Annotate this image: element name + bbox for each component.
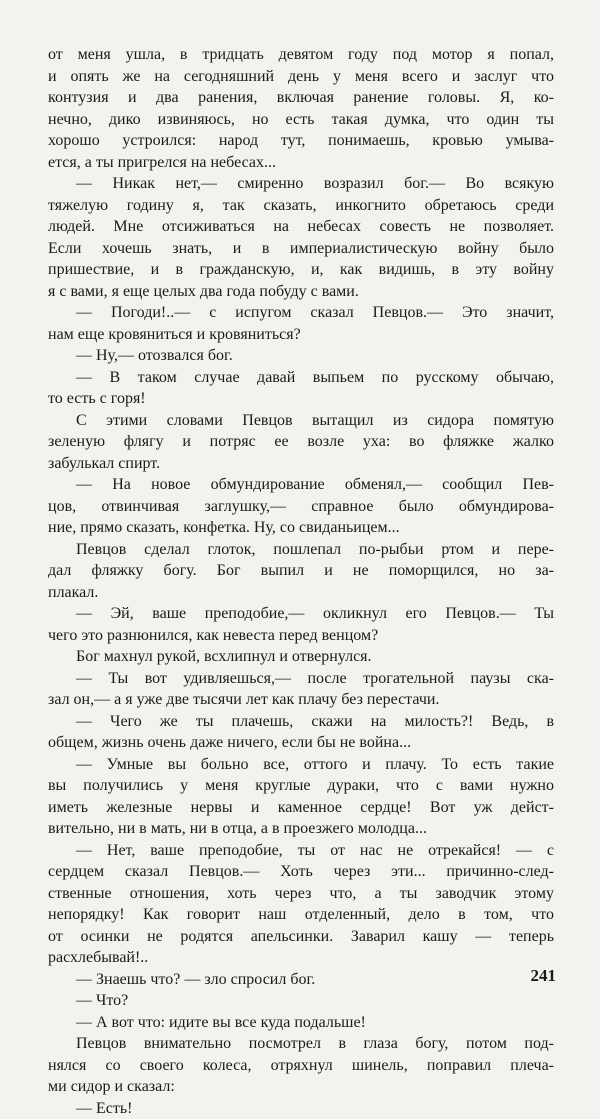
text-line: Певцов сделал глоток, пошлепал по-рыбьи ртом и пере- (48, 539, 554, 561)
text-line: иметь железные нервы и каменное сердце! Вот уж дейст- (48, 797, 554, 819)
text-line: — Ты вот удивляешься,— после трогательной паузы ска- (48, 668, 554, 690)
text-line: — Эй, ваше преподобие,— окликнул его Певцов.— Ты (48, 603, 554, 625)
text-line: нечно, дико извиняюсь, но есть такая думка, что один ты (48, 109, 554, 131)
text-line: вительно, ни в мать, ни в отца, а в проезжего молодца... (48, 818, 554, 840)
text-line: хорошо устроился: народ тут, понимаешь, кровью умыва- (48, 130, 554, 152)
text-line: и опять же на сегодняшний день у меня всего и заслуг что (48, 66, 554, 88)
text-line: пришествие, и в гражданскую, и, как видишь, в эту войну (48, 259, 554, 281)
text-line: людей. Мне отсиживаться на небесах совесть не позволяет. (48, 216, 554, 238)
text-line: — Погоди!..— с испугом сказал Певцов.— Это значит, (48, 302, 554, 324)
text-line: общем, жизнь очень даже ничего, если бы не война... (48, 732, 554, 754)
text-line: чего это разнюнился, как невеста перед венцом? (48, 625, 554, 647)
text-line: — Знаешь что? — зло спросил бог. (48, 969, 554, 991)
text-line: — Нет, ваше преподобие, ты от нас не отрекайся! — с (48, 840, 554, 862)
text-line: дал фляжку богу. Бог выпил и не поморщился, но за- (48, 560, 554, 582)
text-line: забулькал спирт. (48, 453, 554, 475)
text-line: ние, прямо сказать, конфетка. Ну, со свиданьицем... (48, 517, 554, 539)
text-line: — Есть! (48, 1098, 554, 1119)
text-line: — В таком случае давай выпьем по русскому обычаю, (48, 367, 554, 389)
text-line: зал он,— а я уже две тысячи лет как плачу без перестачи. (48, 689, 554, 711)
text-line: контузия и два ранения, включая ранение головы. Я, ко- (48, 87, 554, 109)
text-line: плакал. (48, 582, 554, 604)
page-number: 241 (531, 966, 557, 986)
text-line: — Никак нет,— смиренно возразил бог.— Во всякую (48, 173, 554, 195)
text-line: непорядку! Как говорит наш отделенный, дело в том, что (48, 904, 554, 926)
text-line: тяжелую годину я, так сказать, инкогнито обретаюсь среди (48, 195, 554, 217)
text-line: от меня ушла, в тридцать девятом году под мотор я попал, (48, 44, 554, 66)
text-line: — Чего же ты плачешь, скажи на милость?! Ведь, в (48, 711, 554, 733)
text-line: цов, отвинчивая заглушку,— справное было обмундирова- (48, 496, 554, 518)
text-line: ется, а ты пригрелся на небесах... (48, 152, 554, 174)
text-line: нялся со своего колеса, отряхнул шинель, поправил плеча- (48, 1055, 554, 1077)
text-line: — Ну,— отозвался бог. (48, 345, 554, 367)
text-line: от осинки не родятся апельсинки. Заварил кашу — теперь (48, 926, 554, 948)
text-line: сердцем сказал Певцов.— Хоть через эти... причинно-след- (48, 861, 554, 883)
text-line: — Что? (48, 990, 554, 1012)
text-line: ми сидор и сказал: (48, 1076, 554, 1098)
text-line: ственные отношения, хоть через что, а ты заводчик этому (48, 883, 554, 905)
text-line: зеленую флягу и потряс ее возле уха: во фляжке жалко (48, 431, 554, 453)
text-line: расхлебывай!.. (48, 947, 554, 969)
text-line: я с вами, я еще целых два года побуду с вами. (48, 281, 554, 303)
text-line: С этими словами Певцов вытащил из сидора помятую (48, 410, 554, 432)
text-line: Если хочешь знать, и в империалистическую войну было (48, 238, 554, 260)
text-line: Бог махнул рукой, всхлипнул и отвернулся. (48, 646, 554, 668)
text-line: Певцов внимательно посмотрел в глаза богу, потом под- (48, 1033, 554, 1055)
text-line: — На новое обмундирование обменял,— сообщил Пев- (48, 474, 554, 496)
text-line: вы получились у меня круглые дураки, что с вами нужно (48, 775, 554, 797)
text-line: то есть с горя! (48, 388, 554, 410)
body-text (48, 44, 554, 1119)
text-line: — А вот что: идите вы все куда подальше! (48, 1012, 554, 1034)
text-line: нам еще кровяниться и кровяниться? (48, 324, 554, 346)
text-line: — Умные вы больно все, оттого и плачу. То есть такие (48, 754, 554, 776)
